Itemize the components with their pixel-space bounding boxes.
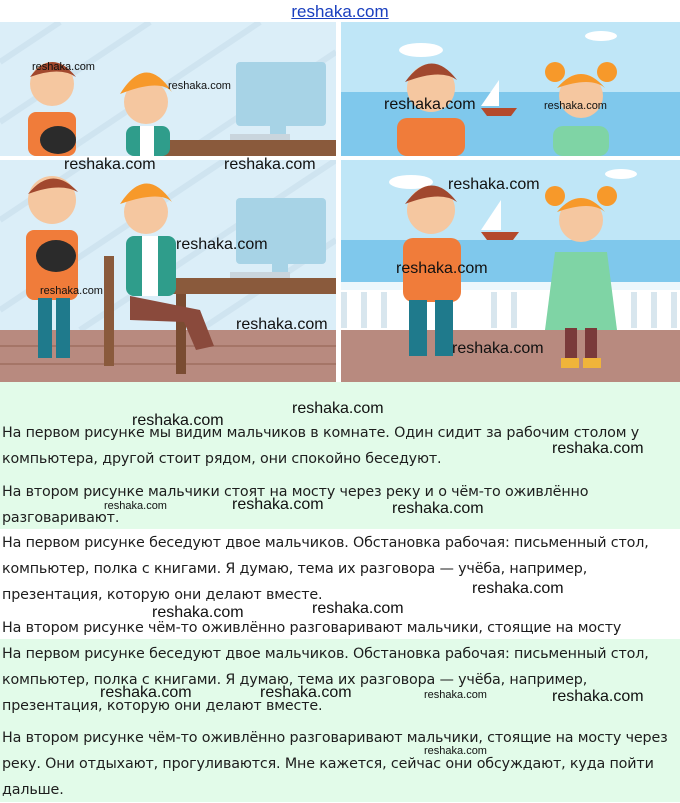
watermark: reshaka.com	[64, 156, 156, 173]
paragraph-5: На первом рисунке беседуют двое мальчиков. Обстановка рабочая: письменный стол, компьютер, полка с книгами. Я думаю, тема их разговора — учёба, например, презентация, которую они делают вместе.	[2, 646, 649, 714]
watermark: reshaka.com	[424, 689, 487, 701]
room-illustration-bottom	[0, 160, 336, 382]
paragraph-6: На втором рисунке чём-то оживлённо разговаривают мальчики, стоящие на мосту через реку. Они отдыхают, прогуливаются. Мне кажется, сейчас они обсуждают, куда пойти дальше.	[2, 730, 668, 798]
watermark: reshaka.com	[384, 96, 476, 113]
watermark: reshaka.com	[424, 745, 487, 757]
watermark: reshaka.com	[452, 340, 544, 357]
paragraph-2: На втором рисунке мальчики стоят на мосту через реку и о чём-то оживлённо разговаривают.	[2, 484, 589, 526]
watermark: reshaka.com	[168, 80, 231, 92]
room-illustration-top	[0, 22, 336, 156]
answer-block-2	[0, 529, 680, 639]
watermark: reshaka.com	[40, 285, 103, 297]
answer-block-1	[0, 382, 680, 529]
watermark: reshaka.com	[104, 500, 167, 512]
watermark: reshaka.com	[312, 600, 404, 617]
paragraph-3: На первом рисунке беседуют двое мальчиков. Обстановка рабочая: письменный стол, компьютер, полка с книгами. Я думаю, тема их разговора — учёба, например, презентация, которую они делают вместе.	[2, 535, 649, 603]
paragraph-1: На первом рисунке мы видим мальчиков в комнате. Один сидит за рабочим столом у компьютера, другой стоит рядом, они спокойно беседуют.	[2, 425, 640, 467]
watermark: reshaka.com	[176, 236, 268, 253]
watermark: reshaka.com	[224, 156, 316, 173]
watermark: reshaka.com	[472, 580, 564, 597]
watermark: reshaka.com	[132, 412, 224, 429]
watermark: reshaka.com	[260, 684, 352, 701]
watermark: reshaka.com	[396, 260, 488, 277]
watermark: reshaka.com	[392, 500, 484, 517]
bridge-illustration-bottom	[341, 160, 680, 382]
watermark: reshaka.com	[292, 400, 384, 417]
paragraph-4: На втором рисунке чём-то оживлённо разговаривают мальчики, стоящие на мосту	[2, 620, 622, 636]
watermark: reshaka.com	[236, 316, 328, 333]
watermark: reshaka.com	[552, 440, 644, 457]
bridge-illustration-top	[341, 22, 680, 156]
watermark: reshaka.com	[544, 100, 607, 112]
watermark: reshaka.com	[32, 61, 95, 73]
watermark: reshaka.com	[100, 684, 192, 701]
answer-block-3	[0, 639, 680, 802]
site-link[interactable]: reshaka.com	[291, 2, 389, 21]
watermark: reshaka.com	[232, 496, 324, 513]
watermark: reshaka.com	[152, 604, 244, 621]
watermark: reshaka.com	[448, 176, 540, 193]
watermark: reshaka.com	[552, 688, 644, 705]
